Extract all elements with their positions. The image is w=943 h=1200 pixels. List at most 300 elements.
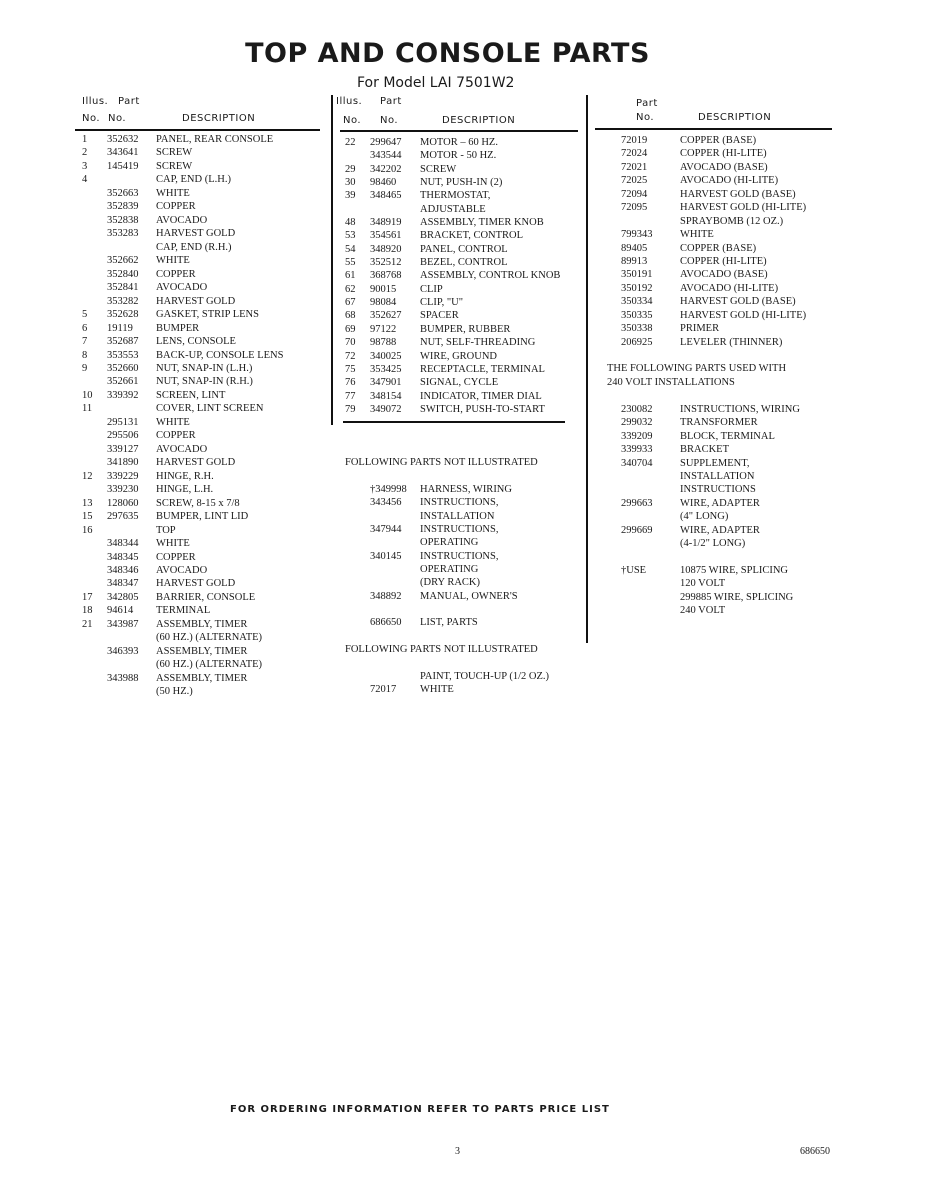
part-description: WHITE	[680, 229, 714, 241]
part-row	[82, 147, 322, 160]
part-number: 352627	[370, 310, 402, 322]
part-number: 347901	[370, 377, 402, 389]
part-row	[82, 673, 322, 686]
part-description: INSTALLATION	[680, 470, 755, 482]
part-number: 349072	[370, 403, 402, 415]
part-row	[345, 524, 585, 537]
part-number: 348347	[107, 578, 139, 590]
part-row	[607, 269, 842, 282]
illus-number: 1	[82, 134, 88, 145]
part-row	[82, 282, 322, 295]
illus-number: 2	[82, 147, 88, 159]
spacer-row	[607, 390, 842, 403]
illus-number: 12	[82, 470, 93, 482]
part-row	[607, 283, 842, 296]
part-number: 339230	[107, 484, 139, 496]
illus-number: 7	[82, 336, 88, 348]
part-description: COPPER (BASE)	[680, 135, 757, 146]
part-description: INSTRUCTIONS	[680, 484, 756, 496]
header-description: DESCRIPTION	[442, 115, 516, 126]
part-number: 353283	[107, 228, 139, 240]
illus-number: 76	[345, 377, 356, 389]
header-rule	[340, 130, 578, 132]
illus-number: 18	[82, 605, 93, 617]
part-description: (60 HZ.) (ALTERNATE)	[156, 659, 263, 671]
part-row	[345, 511, 585, 524]
illus-number: 68	[345, 310, 356, 322]
document-number: 686650	[800, 1146, 830, 1157]
part-row	[607, 578, 842, 591]
part-row	[607, 431, 842, 444]
part-description: INDICATOR, TIMER DIAL	[420, 390, 542, 402]
part-row	[82, 323, 322, 336]
part-row	[82, 403, 322, 416]
part-number: 348920	[370, 243, 402, 255]
illus-number: 62	[345, 283, 356, 295]
illus-number: 39	[345, 190, 356, 202]
part-row	[82, 430, 322, 443]
part-description: COPPER	[156, 268, 196, 280]
part-number: 348154	[370, 390, 402, 402]
part-description: ASSEMBLY, TIMER	[156, 618, 248, 630]
part-number: †349998	[370, 483, 407, 495]
section-heading	[345, 644, 585, 657]
part-description: PANEL, CONTROL	[420, 243, 508, 255]
illus-number: 17	[82, 591, 93, 603]
part-row	[345, 351, 585, 364]
part-number: 343988	[107, 672, 139, 684]
part-description: CAP, END (R.H.)	[156, 241, 232, 253]
part-number: 72095	[621, 202, 648, 214]
part-row	[345, 244, 585, 257]
part-description: MANUAL, OWNER'S	[420, 590, 518, 602]
part-number: 352687	[107, 336, 139, 348]
part-description: BARRIER, CONSOLE	[156, 591, 256, 603]
illus-number: 8	[82, 349, 88, 361]
part-row	[607, 229, 842, 242]
part-row	[82, 296, 322, 309]
part-number: 352632	[107, 134, 139, 145]
part-row	[607, 310, 842, 323]
part-number: 368768	[370, 270, 402, 282]
part-row	[607, 337, 842, 350]
part-number: 90015	[370, 283, 397, 295]
part-row	[607, 256, 842, 269]
part-number: 348345	[107, 551, 139, 563]
illus-number: 67	[345, 297, 356, 309]
part-description: AVOCADO (BASE)	[680, 269, 768, 281]
illus-number: 79	[345, 403, 356, 415]
header-rule	[595, 128, 832, 130]
part-description: LIST, PARTS	[420, 617, 478, 629]
model-subtitle: For Model LAI 7501W2	[357, 75, 515, 91]
parts-column-2	[345, 137, 585, 697]
part-row	[345, 177, 585, 190]
illus-number: 3	[82, 160, 88, 172]
illus-number: 53	[345, 230, 356, 242]
part-description: WHITE	[156, 255, 190, 267]
part-description: HARVEST GOLD	[156, 457, 236, 469]
part-row	[607, 565, 842, 578]
part-description: ASSEMBLY, TIMER	[156, 645, 248, 657]
part-description: (60 HZ.) (ALTERNATE)	[156, 632, 263, 644]
part-number: 799343	[621, 229, 653, 241]
part-number: 339392	[107, 389, 139, 401]
header-illus: Illus.	[336, 96, 363, 107]
part-description: 120 VOLT	[680, 578, 726, 590]
part-description: SUPPLEMENT,	[680, 457, 750, 469]
part-number: 72021	[621, 161, 648, 173]
illus-number: 55	[345, 257, 356, 269]
illus-number: 6	[82, 322, 88, 334]
part-number: 350192	[621, 282, 653, 294]
part-description: BUMPER	[156, 322, 200, 334]
header-part-no: No.	[636, 112, 655, 123]
part-description: INSTALLATION	[420, 510, 495, 522]
part-description: HARVEST GOLD	[156, 295, 236, 307]
part-description: (DRY RACK)	[420, 577, 480, 589]
illus-number: 22	[345, 137, 356, 148]
part-number: 339229	[107, 470, 139, 482]
section-heading-text: FOLLOWING PARTS NOT ILLUSTRATED	[345, 457, 538, 469]
part-description: HARVEST GOLD (BASE)	[680, 296, 796, 308]
illus-number: 72	[345, 350, 356, 362]
part-description: THERMOSTAT,	[420, 190, 491, 202]
part-description: BACK-UP, CONSOLE LENS	[156, 349, 284, 361]
spacer-row	[607, 350, 842, 363]
part-description: HARVEST GOLD (HI-LITE)	[680, 309, 807, 321]
part-row	[82, 471, 322, 484]
part-description: HINGE, R.H.	[156, 470, 214, 482]
spacer-row	[345, 431, 585, 444]
part-row	[345, 164, 585, 177]
part-description: SCREEN, LINT	[156, 389, 226, 401]
part-description: WIRE, GROUND	[420, 350, 497, 362]
part-row	[607, 458, 842, 471]
part-description: AVOCADO	[156, 214, 208, 226]
part-number: 348919	[370, 217, 402, 229]
column-divider	[586, 95, 588, 643]
part-row	[345, 297, 585, 310]
part-number: 72017	[370, 684, 397, 696]
part-row	[345, 230, 585, 243]
part-description: HARVEST GOLD (HI-LITE)	[680, 202, 807, 214]
part-row	[607, 296, 842, 309]
part-number: 72094	[621, 188, 648, 200]
part-description: PRIMER	[680, 323, 720, 335]
part-number: 342202	[370, 163, 402, 175]
part-number: 339209	[621, 430, 653, 442]
part-number: 98084	[370, 297, 397, 309]
part-number: 89913	[621, 255, 648, 267]
illus-number: 69	[345, 323, 356, 335]
part-number: 353553	[107, 349, 139, 361]
part-row	[82, 309, 322, 322]
part-number: 72025	[621, 175, 648, 187]
part-row	[607, 189, 842, 202]
section-heading-text: THE FOLLOWING PARTS USED WITH	[607, 363, 787, 375]
illus-number: 75	[345, 363, 356, 375]
parts-column-1	[82, 134, 322, 700]
part-description: INSTRUCTIONS,	[420, 550, 499, 562]
part-description: WHITE	[156, 538, 190, 550]
page-title: TOP AND CONSOLE PARTS	[245, 38, 650, 69]
part-description: SIGNAL, CYCLE	[420, 377, 499, 389]
part-row	[82, 269, 322, 282]
part-number: 352663	[107, 187, 139, 199]
part-row	[345, 564, 585, 577]
part-number: 352660	[107, 362, 139, 374]
part-row	[345, 337, 585, 350]
part-number: 346393	[107, 645, 139, 657]
part-row	[607, 592, 842, 605]
part-number: 98788	[370, 337, 397, 349]
part-number: 350335	[621, 309, 653, 321]
ordering-note: FOR ORDERING INFORMATION REFER TO PARTS PRICE LIST	[230, 1104, 610, 1115]
part-row	[607, 148, 842, 161]
part-number: 72019	[621, 135, 648, 146]
part-row	[345, 671, 585, 684]
part-row	[345, 324, 585, 337]
part-description: MOTOR - 50 HZ.	[420, 150, 497, 162]
part-description: HARNESS, WIRING	[420, 483, 512, 495]
part-description: PAINT, TOUCH-UP (1/2 OZ.)	[420, 670, 550, 682]
part-row	[82, 619, 322, 632]
part-row	[82, 390, 322, 403]
part-description: LEVELER (THINNER)	[680, 336, 783, 348]
part-row	[345, 190, 585, 203]
part-number: 297635	[107, 511, 139, 523]
header-description: DESCRIPTION	[698, 112, 772, 123]
part-row	[82, 646, 322, 659]
part-number: 342805	[107, 591, 139, 603]
part-description: INSTRUCTIONS,	[420, 523, 499, 535]
part-row	[82, 201, 322, 214]
part-description: OPERATING	[420, 564, 479, 575]
header-illus: Illus.	[82, 96, 109, 107]
part-row	[345, 310, 585, 323]
part-description: ASSEMBLY, TIMER KNOB	[420, 217, 544, 229]
header-part: Part	[118, 96, 140, 107]
part-row	[345, 391, 585, 404]
part-row	[345, 404, 585, 417]
part-description: COPPER (HI-LITE)	[680, 148, 767, 160]
spacer-row	[345, 604, 585, 617]
part-row	[82, 592, 322, 605]
part-description: NUT, SNAP-IN (L.H.)	[156, 362, 253, 374]
part-number: 352841	[107, 282, 139, 294]
part-description: 299885 WIRE, SPLICING	[680, 591, 794, 603]
part-number: 94614	[107, 605, 134, 617]
part-row	[345, 257, 585, 270]
part-description: WIRE, ADAPTER	[680, 497, 760, 509]
part-row	[345, 217, 585, 230]
part-description: SPACER	[420, 310, 459, 322]
illus-number: 13	[82, 497, 93, 509]
spacer-row	[345, 657, 585, 670]
part-description: NUT, SELF-THREADING	[420, 337, 536, 349]
illus-number: 48	[345, 217, 356, 229]
part-number: 350191	[621, 269, 653, 281]
illus-number: 21	[82, 618, 93, 630]
part-number: 343987	[107, 618, 139, 630]
illus-number: 11	[82, 403, 93, 415]
part-description: LENS, CONSOLE	[156, 336, 236, 348]
part-description: AVOCADO	[156, 282, 208, 294]
part-row	[345, 284, 585, 297]
part-description: 10875 WIRE, SPLICING	[680, 565, 789, 576]
part-description: BUMPER, LINT LID	[156, 511, 249, 523]
illus-number: 70	[345, 337, 356, 349]
part-row	[345, 537, 585, 550]
part-number: 72024	[621, 148, 648, 160]
parts-column-3	[607, 135, 842, 619]
part-row	[345, 617, 585, 630]
part-row	[82, 525, 322, 538]
part-description: BRACKET	[680, 444, 730, 456]
illus-number: 15	[82, 511, 93, 523]
part-description: AVOCADO	[156, 565, 208, 576]
part-description: ADJUSTABLE	[420, 203, 486, 215]
part-number: 686650	[370, 617, 402, 629]
part-number: 339933	[621, 444, 653, 456]
part-number: 352662	[107, 255, 139, 267]
part-number: 348465	[370, 190, 402, 202]
part-description: MOTOR – 60 HZ.	[420, 137, 498, 148]
part-description: INSTRUCTIONS, WIRING	[680, 403, 800, 415]
part-number: 343641	[107, 147, 139, 159]
part-row	[607, 175, 842, 188]
header-part: Part	[636, 98, 658, 109]
illus-number: 54	[345, 243, 356, 255]
part-row	[82, 444, 322, 457]
part-row	[607, 162, 842, 175]
part-row	[82, 552, 322, 565]
part-description: SCREW	[420, 163, 457, 175]
part-description: NUT, SNAP-IN (R.H.)	[156, 376, 253, 388]
part-row	[345, 551, 585, 564]
part-description: WHITE	[156, 187, 190, 199]
part-row	[345, 377, 585, 390]
part-number: †USE	[621, 565, 647, 576]
section-heading	[607, 363, 842, 376]
part-number: 341890	[107, 457, 139, 469]
part-description: (4" LONG)	[680, 511, 729, 523]
part-description: BLOCK, TERMINAL	[680, 430, 775, 442]
part-number: 206925	[621, 336, 653, 348]
part-description: ASSEMBLY, CONTROL KNOB	[420, 270, 561, 282]
part-row	[82, 605, 322, 618]
header-rule	[75, 129, 320, 131]
part-row	[345, 364, 585, 377]
part-row	[607, 216, 842, 229]
part-number: 299663	[621, 497, 653, 509]
header-description: DESCRIPTION	[182, 113, 256, 124]
part-description: BRACKET, CONTROL	[420, 230, 524, 242]
part-number: 352512	[370, 257, 402, 269]
part-description: WHITE	[156, 416, 190, 428]
part-number: 353282	[107, 295, 139, 307]
part-number: 350338	[621, 323, 653, 335]
part-number: 97122	[370, 323, 397, 335]
part-description: TRANSFORMER	[680, 417, 758, 429]
illus-number: 30	[345, 177, 356, 189]
part-row	[82, 498, 322, 511]
part-number: 348892	[370, 590, 402, 602]
part-description: ASSEMBLY, TIMER	[156, 672, 248, 684]
part-row	[82, 565, 322, 578]
part-number: 299669	[621, 524, 653, 536]
part-number: 350334	[621, 296, 653, 308]
part-number: 19119	[107, 322, 133, 334]
part-row	[82, 632, 322, 645]
part-number: 348346	[107, 565, 139, 576]
illus-number: 29	[345, 163, 356, 175]
spacer-row	[345, 444, 585, 457]
part-row	[82, 336, 322, 349]
part-row	[607, 417, 842, 430]
part-row	[607, 605, 842, 618]
part-description: AVOCADO	[156, 443, 208, 455]
part-number: 348344	[107, 538, 139, 550]
part-number: 343544	[370, 150, 402, 162]
part-number: 352661	[107, 376, 139, 388]
part-row	[607, 444, 842, 457]
part-number: 340704	[621, 457, 653, 469]
part-description: RECEPTACLE, TERMINAL	[420, 363, 545, 375]
part-description: COPPER (HI-LITE)	[680, 255, 767, 267]
part-description: COPPER (BASE)	[680, 242, 757, 254]
part-number: 340025	[370, 350, 402, 362]
part-number: 343456	[370, 497, 402, 509]
header-part-no: No.	[108, 113, 127, 124]
header-illus-no: No.	[82, 113, 101, 124]
part-description: TOP	[156, 524, 176, 536]
spacer-row	[607, 552, 842, 565]
part-number: 352840	[107, 268, 139, 280]
part-number: 299647	[370, 137, 402, 148]
part-row	[82, 363, 322, 376]
part-row	[607, 323, 842, 336]
part-description: SPRAYBOMB (12 OZ.)	[680, 215, 784, 227]
part-row	[345, 577, 585, 590]
part-description: INSTRUCTIONS,	[420, 497, 499, 509]
part-description: BEZEL, CONTROL	[420, 257, 508, 269]
part-row	[607, 404, 842, 417]
spacer-row	[345, 417, 585, 430]
part-row	[82, 215, 322, 228]
part-row	[82, 174, 322, 187]
part-number: 295506	[107, 430, 139, 442]
part-row	[607, 525, 842, 538]
part-description: BUMPER, RUBBER	[420, 323, 511, 335]
part-row	[82, 457, 322, 470]
part-description: AVOCADO (HI-LITE)	[680, 175, 779, 187]
part-row	[345, 484, 585, 497]
spacer-row	[345, 471, 585, 484]
part-row	[82, 228, 322, 241]
part-number: 354561	[370, 230, 402, 242]
part-description: (4-1/2" LONG)	[680, 538, 746, 550]
section-heading-text: FOLLOWING PARTS NOT ILLUSTRATED	[345, 644, 538, 656]
illus-number: 16	[82, 524, 93, 536]
illus-number: 10	[82, 389, 93, 401]
part-row	[82, 511, 322, 524]
part-row	[82, 417, 322, 430]
part-row	[345, 497, 585, 510]
part-description: OPERATING	[420, 537, 479, 549]
part-description: CLIP, "U"	[420, 297, 463, 309]
